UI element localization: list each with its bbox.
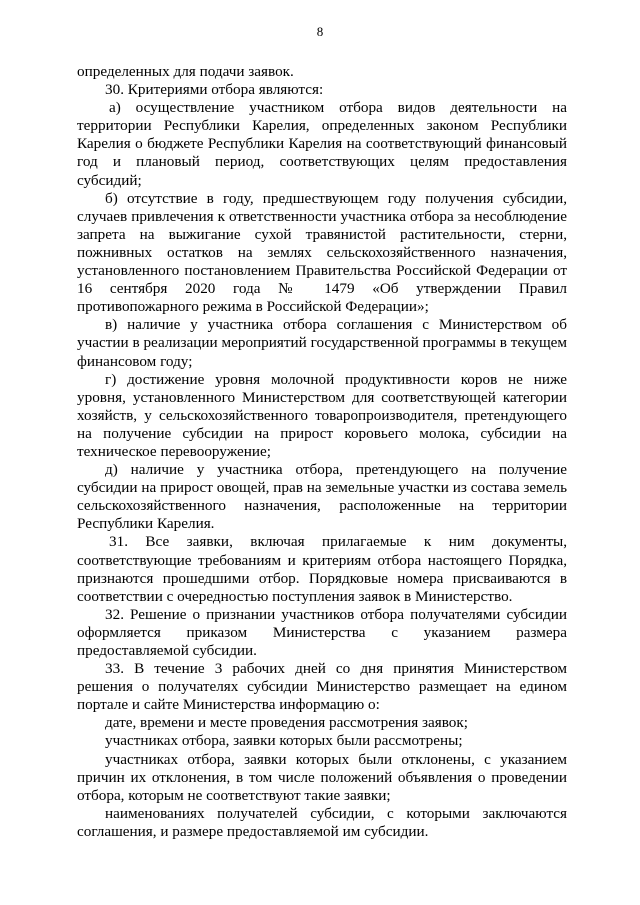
paragraph-30-v: в) наличие у участника отбора соглашения с Министерством об участии в реализации мероприятий государственной программы в текущем финансовом году; — [77, 316, 567, 370]
paragraph-continuation: определенных для подачи заявок. — [77, 63, 294, 80]
paragraph-30-b: б) отсутствие в году, предшествующем году получения субсидии, случаев привлечения к ответственности участника отбора за несоблюдение запрета на выжигание сухой травянистой растительности, стерни, пожнивных остатков на землях сельскохозяйственного назначения, установленного постановлением Правительства Российской Федерации от 16 сентября 2020 года № 1479 «Об утверждении Правил противопожарного режима в Российской Федерации»; — [77, 189, 567, 316]
paragraph-30-g: г) достижение уровня молочной продуктивности коров не ниже уровня, установленного Министерством для соответствующей категории хозяйств, у сельскохозяйственного товаропроизводителя, претендующего на получение субсидии на прирост коровьего молока, субсидии на техническое перевооружение; — [77, 370, 567, 460]
paragraph-33-item-2: участниках отбора, заявки которых были рассмотрены; — [105, 732, 463, 750]
page-number: 8 — [316, 24, 324, 39]
paragraph-32: 32. Решение о признании участников отбора получателями субсидии оформляется приказом Министерства с указанием размера предоставляемой субсидии. — [77, 605, 567, 659]
document-body — [77, 63, 567, 841]
paragraph-33-item-4: наименованиях получателей субсидии, с которыми заключаются соглашения, и размере предоставляемой им субсидии. — [77, 804, 567, 840]
paragraph-33-item-1: дате, времени и месте проведения рассмотрения заявок; — [105, 714, 468, 732]
paragraph-30-d: д) наличие у участника отбора, претендующего на получение субсидии на прирост овощей, прав на земельные участки из состава земель сельскохозяйственного назначения, расположенные на территории Республики Карелия. — [77, 461, 567, 533]
paragraph-33: 33. В течение 3 рабочих дней со дня принятия Министерством решения о получателях субсидии Министерство размещает на едином портале и сайте Министерства информацию о: — [77, 660, 567, 714]
paragraph-30-a: а) осуществление участником отбора видов деятельности на территории Республики Карелия, определенных законом Республики Карелия о бюджете Республики Карелия на соответствующий финансовый год и плановый период, соответствующих целям предоставления субсидий; — [77, 99, 567, 189]
paragraph-31: 31. Все заявки, включая прилагаемые к ним документы, соответствующие требованиям и критериям отбора настоящего Порядка, признаются прошедшими отбор. Порядковые номера присваиваются в соответствии с очередностью поступления заявок в Министерство. — [77, 533, 567, 605]
paragraph-30: 30. Критериями отбора являются: — [105, 81, 324, 99]
paragraph-33-item-3: участниках отбора, заявки которых были отклонены, с указанием причин их отклонения, в том числе положений объявления о проведении отбора, которым не соответствуют такие заявки; — [77, 750, 567, 804]
